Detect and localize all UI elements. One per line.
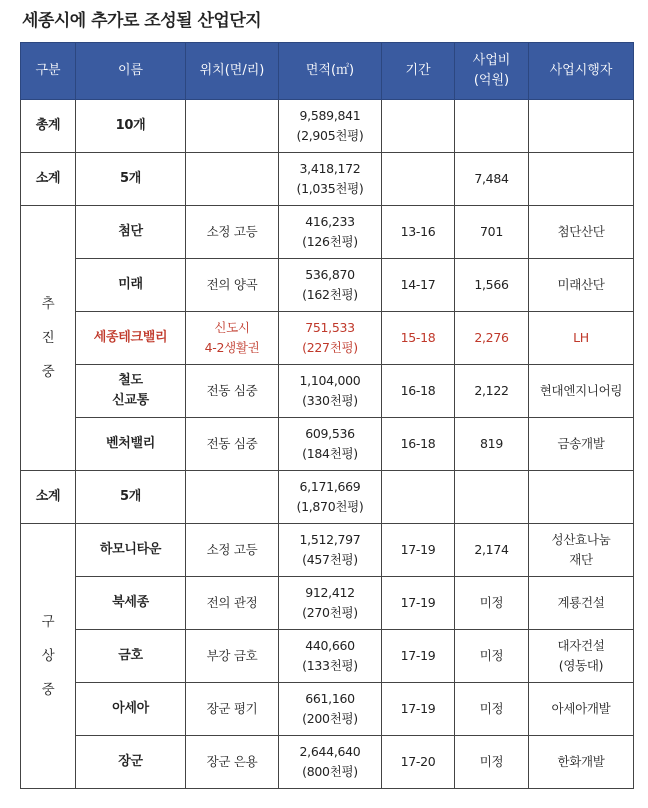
row-location: 전의 양곡: [186, 259, 279, 312]
row-cost: 2,122: [455, 365, 529, 418]
row-operator: [529, 524, 634, 577]
row-name: 금호: [76, 630, 186, 683]
col-header-cost-line2: (억원): [473, 73, 510, 88]
row-cost: 미정: [455, 736, 529, 789]
row-location-line2: 4-2생활권: [204, 340, 260, 355]
total-operator: [529, 100, 634, 153]
row-period: 17-19: [382, 683, 455, 736]
row-area-py: (270천평): [302, 605, 358, 620]
row-name: 아세아: [76, 683, 186, 736]
row-area: [279, 259, 382, 312]
row-area-py: (800천평): [302, 764, 358, 779]
row-cost: 2,276: [455, 312, 529, 365]
row-period: 14-17: [382, 259, 455, 312]
row-operator: LH: [529, 312, 634, 365]
col-header-gubun: 구분: [21, 43, 76, 100]
row-period: 17-19: [382, 577, 455, 630]
row-operator: [529, 630, 634, 683]
row-area-py: (227천평): [302, 340, 358, 355]
subtotal-location: [186, 471, 279, 524]
subtotal-area: [279, 471, 382, 524]
group-char: 중: [41, 682, 55, 698]
row-name: 벤처밸리: [76, 418, 186, 471]
row-cost: 2,174: [455, 524, 529, 577]
row-operator-line1: 대자건설: [557, 638, 605, 653]
row-cost: 미정: [455, 577, 529, 630]
row-area: [279, 736, 382, 789]
row-area-m2: 609,536: [305, 426, 355, 441]
row-cost: 미정: [455, 683, 529, 736]
table-row: [21, 736, 634, 789]
subtotal-area-py: (1,870천평): [296, 499, 364, 514]
row-area-py: (126천평): [302, 234, 358, 249]
subtotal-period: [382, 471, 455, 524]
row-period: 15-18: [382, 312, 455, 365]
row-location: 소정 고등: [186, 524, 279, 577]
table-row: [21, 418, 634, 471]
row-name: 세종테크밸리: [76, 312, 186, 365]
table-row: [21, 259, 634, 312]
subtotal-area-m2: 3,418,172: [299, 161, 361, 176]
group-char: 중: [41, 364, 55, 380]
group-char: 추: [41, 296, 55, 312]
row-operator: 계룡건설: [529, 577, 634, 630]
total-period: [382, 100, 455, 153]
row-location-line1: 신도시: [214, 320, 250, 335]
total-area-py: (2,905천평): [296, 128, 364, 143]
row-area-m2: 751,533: [305, 320, 355, 335]
row-name: [76, 365, 186, 418]
group-char: 상: [41, 648, 55, 664]
row-area-py: (162천평): [302, 287, 358, 302]
total-area-m2: 9,589,841: [299, 108, 361, 123]
table-row: [21, 365, 634, 418]
row-area-m2: 2,644,640: [299, 744, 361, 759]
row-name-line1: 철도: [118, 373, 143, 388]
row-area-m2: 661,160: [305, 691, 355, 706]
row-area-py: (457천평): [302, 552, 358, 567]
subtotal-label: 소계: [21, 153, 76, 206]
subtotal-area-m2: 6,171,669: [299, 479, 361, 494]
row-location: [186, 312, 279, 365]
row-area-m2: 440,660: [305, 638, 355, 653]
row-name: 북세종: [76, 577, 186, 630]
subtotal-cost: 7,484: [455, 153, 529, 206]
page-title: 세종시에 추가로 조성될 산업단지: [22, 11, 262, 31]
col-header-cost-line1: 사업비: [472, 53, 511, 68]
subtotal-area-py: (1,035천평): [296, 181, 364, 196]
row-period: 17-20: [382, 736, 455, 789]
industrial-complex-table: [20, 42, 634, 789]
row-area-py: (330천평): [302, 393, 358, 408]
subtotal-label: 소계: [21, 471, 76, 524]
col-header-location: 위치(면/리): [186, 43, 279, 100]
row-period: 17-19: [382, 524, 455, 577]
col-header-operator: 사업시행자: [529, 43, 634, 100]
subtotal-location: [186, 153, 279, 206]
row-area-m2: 1,104,000: [299, 373, 361, 388]
total-location: [186, 100, 279, 153]
row-location: 부강 금호: [186, 630, 279, 683]
row-name: 하모니타운: [76, 524, 186, 577]
row-operator-line2: 재단: [569, 552, 593, 567]
table-row-highlighted: [21, 312, 634, 365]
col-header-cost: [455, 43, 529, 100]
row-name: 첨단: [76, 206, 186, 259]
row-area-m2: 416,233: [305, 214, 355, 229]
row-cost: 819: [455, 418, 529, 471]
row-operator: 첨단산단: [529, 206, 634, 259]
row-period: 13-16: [382, 206, 455, 259]
subtotal-period: [382, 153, 455, 206]
table-row: [21, 683, 634, 736]
total-label: 총계: [21, 100, 76, 153]
row-location: 장군 평기: [186, 683, 279, 736]
row-area: [279, 365, 382, 418]
row-location: 전동 심중: [186, 418, 279, 471]
group-label-in-progress: [21, 206, 76, 471]
table-row: [21, 630, 634, 683]
group-char: 구: [41, 614, 55, 630]
total-cost: [455, 100, 529, 153]
group-label-planning: [21, 524, 76, 789]
row-location: 장군 은용: [186, 736, 279, 789]
total-area: [279, 100, 382, 153]
subtotal-name: 5개: [76, 153, 186, 206]
row-period: 16-18: [382, 418, 455, 471]
row-operator: 한화개발: [529, 736, 634, 789]
row-area-py: (133천평): [302, 658, 358, 673]
row-area: [279, 524, 382, 577]
table-row: [21, 577, 634, 630]
table-row: [21, 206, 634, 259]
subtotal-cost: [455, 471, 529, 524]
row-name: 장군: [76, 736, 186, 789]
row-operator: 금송개발: [529, 418, 634, 471]
subtotal-operator: [529, 471, 634, 524]
table-row: [21, 524, 634, 577]
group-char: 진: [41, 330, 55, 346]
row-area-py: (200천평): [302, 711, 358, 726]
row-operator-line1: 성산효나눔: [551, 532, 611, 547]
row-location: 전동 심중: [186, 365, 279, 418]
row-period: 16-18: [382, 365, 455, 418]
row-area: [279, 418, 382, 471]
row-area-m2: 1,512,797: [299, 532, 361, 547]
row-operator: 아세아개발: [529, 683, 634, 736]
row-area: [279, 577, 382, 630]
row-operator-line2: (영동대): [558, 658, 604, 673]
col-header-name: 이름: [76, 43, 186, 100]
subtotal-operator: [529, 153, 634, 206]
row-area: [279, 312, 382, 365]
row-operator: 현대엔지니어링: [529, 365, 634, 418]
row-cost: 701: [455, 206, 529, 259]
row-period: 17-19: [382, 630, 455, 683]
total-row: [21, 100, 634, 153]
header-row: [21, 43, 634, 100]
row-location: 소정 고등: [186, 206, 279, 259]
subtotal-row: [21, 471, 634, 524]
row-area: [279, 206, 382, 259]
row-operator: 미래산단: [529, 259, 634, 312]
col-header-area: 면적(㎡): [279, 43, 382, 100]
row-area-m2: 912,412: [305, 585, 355, 600]
row-location: 전의 관정: [186, 577, 279, 630]
row-area-py: (184천평): [302, 446, 358, 461]
subtotal-name: 5개: [76, 471, 186, 524]
subtotal-area: [279, 153, 382, 206]
row-cost: 미정: [455, 630, 529, 683]
row-area-m2: 536,870: [305, 267, 355, 282]
row-name: 미래: [76, 259, 186, 312]
row-area: [279, 630, 382, 683]
row-cost: 1,566: [455, 259, 529, 312]
subtotal-row: [21, 153, 634, 206]
col-header-period: 기간: [382, 43, 455, 100]
row-area: [279, 683, 382, 736]
row-name-line2: 신교통: [112, 393, 149, 408]
total-name: 10개: [76, 100, 186, 153]
